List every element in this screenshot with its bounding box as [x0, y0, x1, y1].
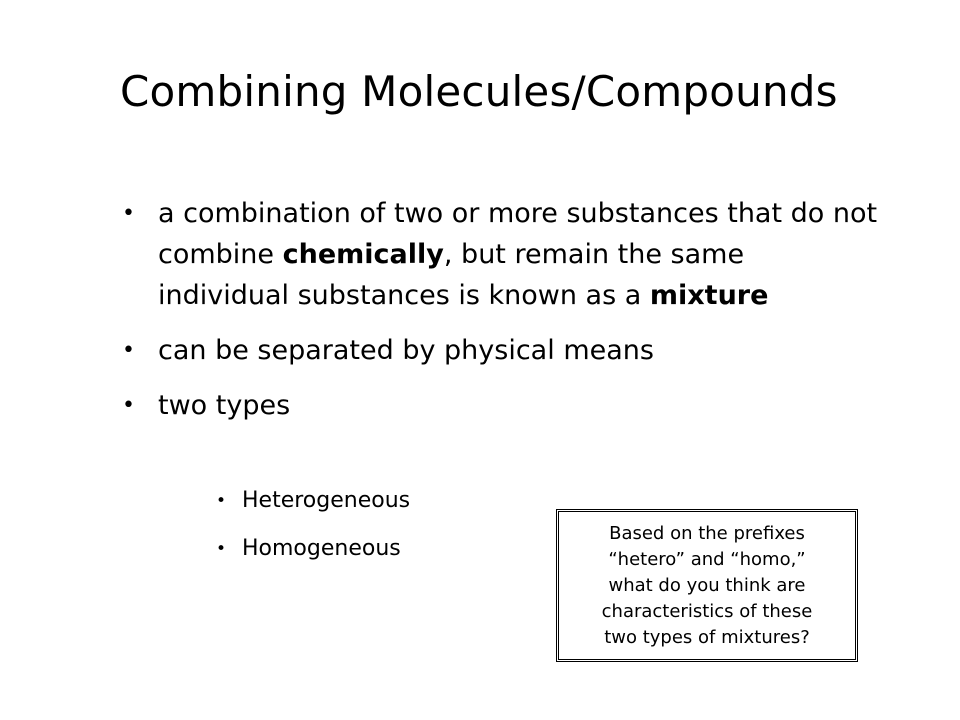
sub-bullet-text: Homogeneous	[242, 536, 401, 561]
callout-line: “hetero” and “homo,”	[608, 548, 806, 570]
bullet-dot: •	[122, 201, 135, 226]
bullet-text: can be separated by physical means	[158, 335, 654, 366]
bullet-mixture-definition	[120, 193, 880, 316]
sub-bullet-list	[216, 486, 410, 582]
bullet-dot: •	[122, 338, 135, 363]
bold-term-mixture: mixture	[649, 280, 769, 311]
bullet-list	[120, 193, 880, 440]
question-callout-text	[598, 521, 817, 651]
bullet-dot: •	[216, 491, 227, 511]
bullet-text-part: a combination of two or more substances that do not combine	[158, 198, 878, 270]
callout-line: what do you think are	[608, 574, 806, 596]
bullet-text-part: , but remain the same individual substances is known as a	[158, 239, 745, 311]
slide-title: Combining Molecules/Compounds	[120, 67, 838, 116]
sub-bullet-homogeneous	[216, 534, 410, 564]
callout-line: two types of mixtures?	[604, 626, 810, 648]
question-callout-box	[556, 509, 858, 662]
sub-bullet-heterogeneous	[216, 486, 410, 516]
callout-line: Based on the prefixes	[609, 522, 805, 544]
bullet-dot: •	[122, 393, 135, 418]
sub-bullet-text: Heterogeneous	[242, 488, 411, 513]
bullet-dot: •	[216, 539, 227, 559]
callout-line: characteristics of these	[601, 600, 813, 622]
bold-term-chemically: chemically	[282, 239, 444, 270]
bullet-text: two types	[158, 390, 291, 421]
bullet-two-types	[120, 385, 880, 426]
bullet-physical-means	[120, 330, 880, 371]
